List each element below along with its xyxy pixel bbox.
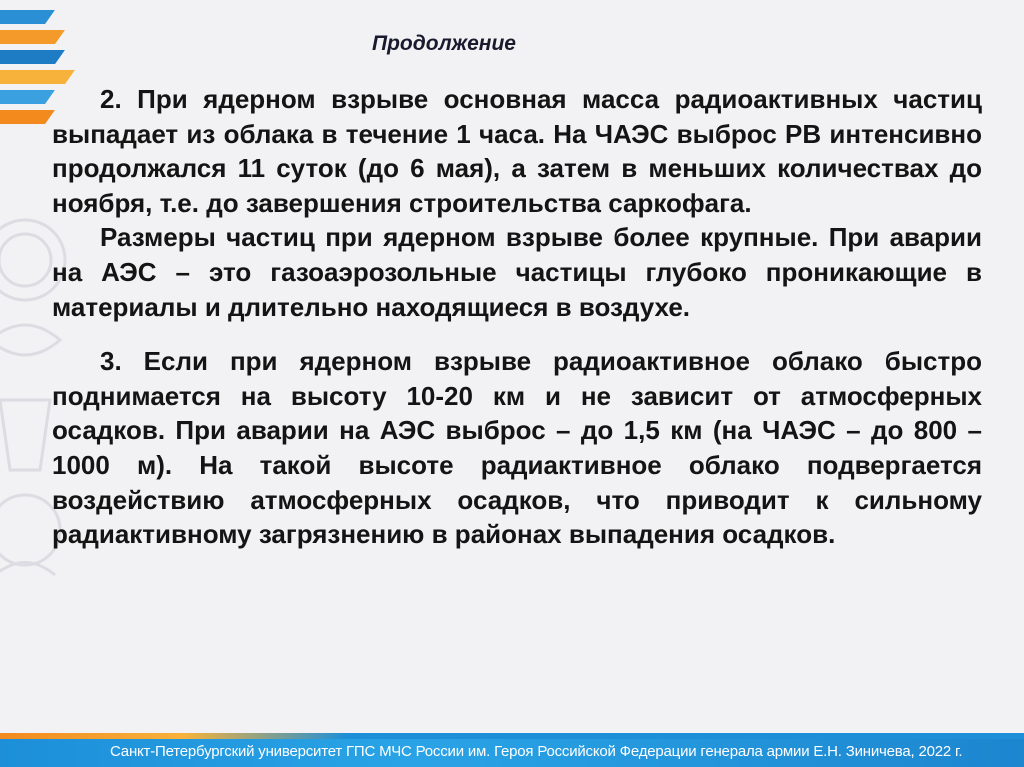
footer-text: Санкт-Петербургский университет ГПС МЧС России им. Героя Российской Федерации генерала армии Е.Н. Зиничева, 2022 г. xyxy=(110,743,963,760)
footer-bar xyxy=(0,733,1024,767)
slide-title: Продолжение xyxy=(372,32,516,55)
footer-accent-stripe xyxy=(0,733,1024,739)
paragraph-2: 2. При ядерном взрыве основная масса радиоактивных частиц выпадает из облака в течение 1 часа. На ЧАЭС выброс РВ интенсивно продолжался 11 суток (до 6 мая), а затем в меньших количествах до ноября, т.е. до завершения строительства саркофага. xyxy=(52,84,982,218)
paragraph-3: 3. Если при ядерном взрыве радиоактивное облако быстро поднимается на высоту 10-20 км и не зависит от атмосферных осадков. При аварии на АЭС выброс – до 1,5 км (на ЧАЭС – до 800 – 1000 м). На такой высоте радиактивное облако подвергается воздействию атмосферных осадков, что приводит к сильному радиактивному загрязнению в районах выпадения осадков. xyxy=(52,346,982,550)
paragraph-particle-size: Размеры частиц при ядерном взрыве более крупные. При аварии на АЭС – это газоаэрозольные частицы глубоко проникающие в материалы и длительно находящиеся в воздухе. xyxy=(52,222,982,322)
slide-body xyxy=(52,82,982,552)
